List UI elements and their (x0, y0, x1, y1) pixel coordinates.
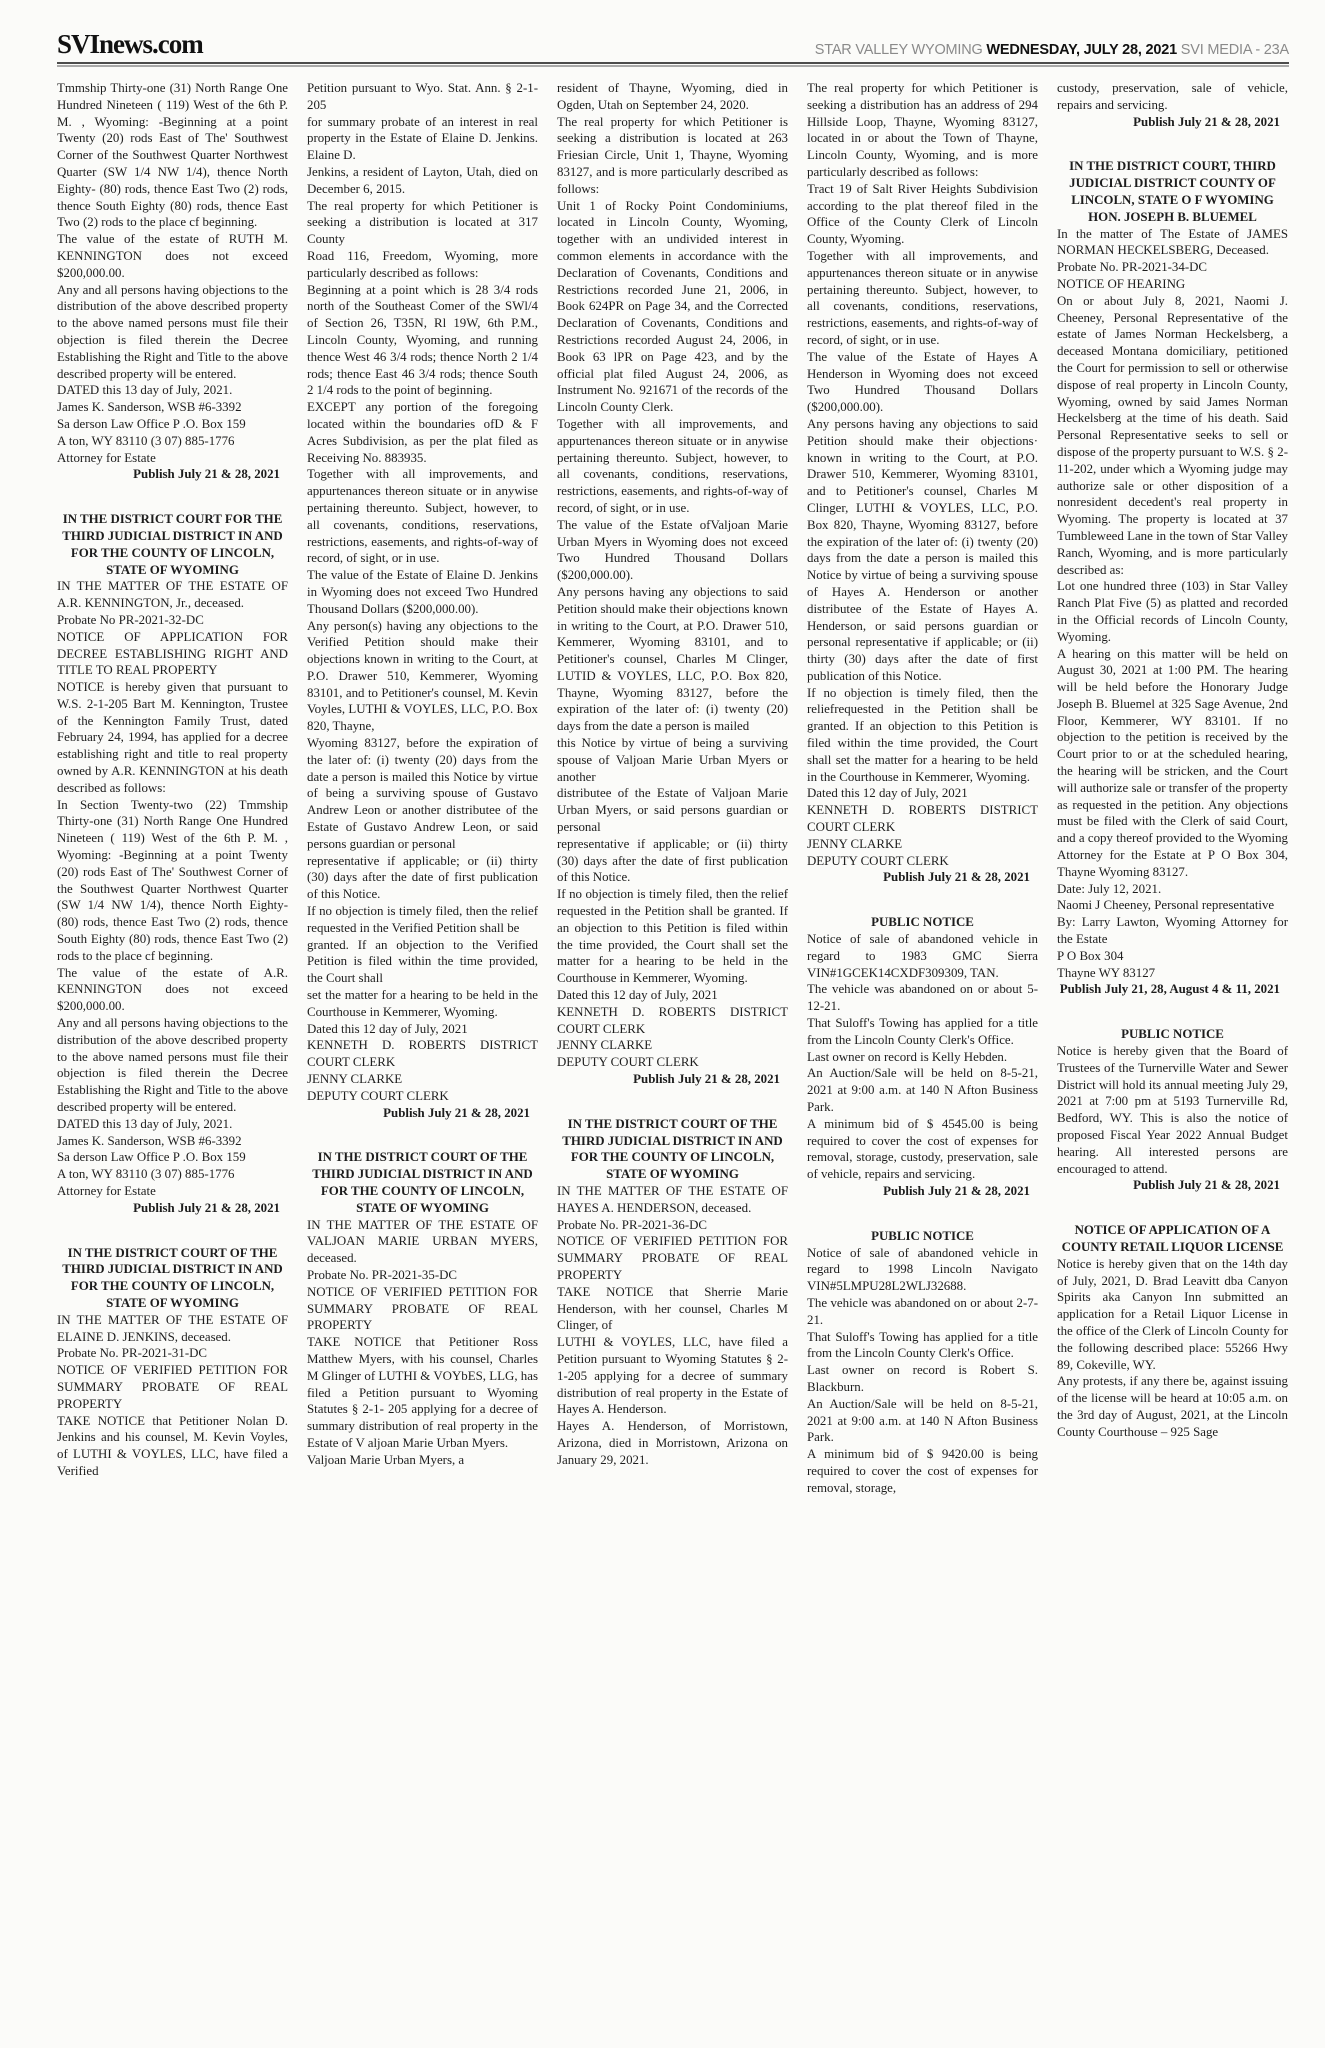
notice-paragraph: Road 116, Freedom, Wyoming, more particularly described as follows: (307, 248, 538, 280)
notice-paragraph: Valjoan Marie Urban Myers, a (307, 1452, 465, 1467)
notice-paragraph: TAKE NOTICE that Petitioner Nolan D. Jenkins and his counsel, M. Kevin Voyles, of LUTHI & VOYLES, LLC, have filed a Verified (57, 1413, 288, 1478)
notice-paragraph: A ton, WY 83110 (3 07) 885-1776 (57, 1167, 235, 1182)
notice-paragraph: Naomi J Cheeney, Personal representative (1057, 898, 1275, 913)
notice-paragraph: Last owner on record is Kelly Hebden. (807, 1049, 1008, 1064)
notice-paragraph: The value of the Estate ofValjoan Marie Urban Myers in Wyoming does not exceed Two Hundred Thousand Dollars ($200,000.00). (557, 517, 788, 583)
notice-paragraph: Any persons having any objections to said Petition should make their objections· known in writing to the Court, at P.O. Drawer 510, Kemmerer, Wyoming 83101, and to Petitioner's counsel, Charles M Clinger, LUTHI & VOYLES, LLC, P.O. Box 820, Thayne, Wyoming 83127, before the expiration of the later of: (i) twenty (20) days from the date a person is mailed this Notice by virtue of being a surviving spouse of Hayes A. Henderson or another distributee of the Estate of Hayes A. Henderson, or said persons guardian or personal representative if applicable; or (ii) thirty (30) days after the date of first publication of this Notice. (807, 416, 1038, 683)
masthead-date: WEDNESDAY, JULY 28, 2021 (986, 42, 1177, 58)
notice-paragraph: Beginning at a point which is 28 3/4 rods north of the Southeast Comer of the SWl/4 of Section 26, T35N, Rl 19W, 6th P.M., Lincoln County, Wyoming, and running thence West 46 3/4 rods; thence North 2 1/4 rods; thence East 46 3/4 rods; thence South 2 1/4 rods to the point of beginning. (307, 282, 538, 398)
notice-paragraph: EXCEPT any portion of the foregoing located within the boundaries ofD & F Acres Subdivision, as per the plat filed as Receiving No. 883935. (307, 400, 538, 465)
notice-paragraph: for summary probate of an interest in real property in the Estate of Elaine D. Jenkins. Elaine D. (307, 114, 538, 163)
notice-paragraph: distributee of the Estate of Valjoan Marie Urban Myers, or said persons guardian or personal (557, 786, 788, 835)
notice-paragraph: Sa derson Law Office P .O. Box 159 (57, 1150, 246, 1165)
publish-line: Publish July 21 & 28, 2021 (133, 467, 280, 482)
notice-paragraph: NOTICE OF VERIFIED PETITION FOR SUMMARY PROBATE OF REAL PROPERTY (307, 1284, 538, 1333)
notice-paragraph: DEPUTY COURT CLERK (307, 1088, 449, 1103)
notice-paragraph: That Suloff's Towing has applied for a title from the Lincoln County Clerk's Office. (807, 1329, 1038, 1361)
notice-paragraph: An Auction/Sale will be held on 8-5-21, 2021 at 9:00 a.m. at 140 N Afton Business Park. (807, 1066, 1038, 1115)
publish-line: Publish July 21 & 28, 2021 (633, 1072, 780, 1087)
notice-paragraph: In Section Twenty-two (22) Tmmship Thirty-one (31) North Range One Hundred Nineteen ( 119) West of the 6th P. M. , Wyoming: -Beginning at a point Twenty (20) rods East of The' Southwest Corner of the Southwest Quarter Northwest Quarter (SW 1/4 NW 1/4), thence North Eighty- (80) rods, thence East Two (2) rods, thence South Eighty (80) rods, thence East Two (2) rods to the place cf beginning. (57, 797, 288, 963)
column-2 (307, 80, 538, 2030)
masthead-logo: SVInews.com (57, 29, 203, 59)
notice-paragraph: Together with all improvements, and appurtenances thereon situate or in anywise pertaining thereunto. Subject, however, to all covenants, conditions, reservations, restrictions, easements, and rights-of-way of record, of sight, or in use. (307, 467, 538, 566)
notice-paragraph: Notice is hereby given that the Board of Trustees of the Turnerville Water and Sewer District will hold its annual meeting July 29, 2021 at 7:00 pm at 5193 Turnerville Rd, Bedford, WY. This is also the notice of proposed Fiscal Year 2022 Annual Budget hearing. All interested persons are encouraged to attend. (1057, 1044, 1288, 1176)
notice-paragraph: If no objection is timely filed, then the relief requested in the Petition shall be granted. If an objection to this Petition is filed within the time provided, the Court shall set the matter for a hearing to be held in the Courthouse in Kemmerer, Wyoming. (557, 887, 788, 986)
notice-paragraph: DATED this 13 day of July, 2021. (57, 383, 233, 398)
notice-paragraph: NOTICE OF VERIFIED PETITION FOR SUMMARY PROBATE OF REAL PROPERTY (557, 1234, 788, 1282)
notice-paragraph: NOTICE is hereby given that pursuant to W.S. 2-1-205 Bart M. Kennington, Trustee of the Kennington Family Trust, dated February 24, 1994, has applied for a decree establishing right and title to real property owned by A.R. KENNINGTON at his death described as follows: (57, 680, 288, 795)
notice-paragraph: The real property for which Petitioner is seeking a distribution is located at 317 County (307, 198, 538, 247)
notice-paragraph: DATED this 13 day of July, 2021. (57, 1116, 233, 1131)
notice-paragraph: Sa derson Law Office P .O. Box 159 (57, 416, 246, 431)
notice-heading: NOTICE OF APPLICATION OF A COUNTY RETAIL LIQUOR LICENSE (1061, 1223, 1284, 1254)
notice-paragraph: A minimum bid of $ 4545.00 is being required to cover the cost of expenses for removal, storage, custody, preservation, sale of vehicle, repairs and servicing. (807, 1116, 1038, 1182)
notice-paragraph: Any and all persons having objections to the distribution of the above described property to the above named persons must file their objection is filed therein the Decree Establishing the Right and Title to the above described property will be entered. (57, 282, 288, 381)
legal-notices-columns (57, 80, 1288, 2030)
notice-paragraph: Probate No. PR-2021-34-DC (1057, 260, 1208, 275)
notice-paragraph: The vehicle was abandoned on or about 5-12-21. (807, 982, 1038, 1014)
notice-paragraph: Dated this 12 day of July, 2021 (307, 1021, 468, 1036)
header-rule (57, 62, 1289, 67)
notice-paragraph: Lot one hundred three (103) in Star Valley Ranch Plat Five (5) as platted and recorded in the Official records of Lincoln County, Wyoming. (1057, 579, 1288, 644)
notice-paragraph: custody, preservation, sale of vehicle, repairs and servicing. (1057, 81, 1288, 112)
notice-paragraph: By: Larry Lawton, Wyoming Attorney for the Estate (1057, 915, 1288, 947)
notice-paragraph: Dated this 12 day of July, 2021 (557, 988, 718, 1003)
notice-heading: IN THE DISTRICT COURT OF THE THIRD JUDICIAL DISTRICT IN AND FOR THE COUNTY OF LINCOLN, STATE OF WYOMING (562, 1116, 783, 1182)
notice-paragraph: James K. Sanderson, WSB #6-3392 (57, 400, 242, 415)
notice-paragraph: this Notice by virtue of being a surviving spouse of Valjoan Marie Urban Myers or another (557, 736, 788, 784)
publish-line: Publish July 21, 28, August 4 & 11, 2021 (1059, 982, 1280, 997)
notice-paragraph: Notice is hereby given that on the 14th day of July, 2021, D. Brad Leavitt dba Canyon Spirits aka Canyon Inn submitted an application for a Retail Liquor License in the office of the Clerk of Lincoln County for the following described place: 55266 Hwy 89, Cokeville, WY. (1057, 1256, 1288, 1372)
masthead-media-page: SVI MEDIA - 23A (1176, 42, 1289, 58)
notice-paragraph: NOTICE OF VERIFIED PETITION FOR SUMMARY PROBATE OF REAL PROPERTY (57, 1363, 288, 1411)
notice-paragraph: The value of the estate of A.R. KENNINGTON does not exceed $200,000.00. (57, 965, 288, 1014)
notice-paragraph: IN THE MATTER OF THE ESTATE OF VALJOAN MARIE URBAN MYERS, deceased. (307, 1217, 538, 1266)
notice-paragraph: Together with all improvements, and appurtenances thereon situate or in anywise pertaining thereunto. Subject, however, to all covenants, conditions, reservations, restrictions, easements, and rights-of-way of record, of sight, or in use. (807, 248, 1038, 347)
notice-paragraph: LUTHI & VOYLES, LLC, have filed a Petition pursuant to Wyoming Statutes § 2-1-205 applying for a decree of summary distribution of real property in the Estate of Hayes A. Henderson. (557, 1335, 788, 1417)
notice-paragraph: If no objection is timely filed, then the reliefrequested in the Petition shall be granted. If an objection to this Petition is filed within the time provided, the Court shall set the matter for a hearing to be held in the Courthouse in Kemmerer, Wyoming. (807, 685, 1038, 784)
notice-paragraph: Petition pursuant to Wyo. Stat. Ann. § 2-1-205 (307, 81, 538, 112)
notice-paragraph: JENNY CLARKE (807, 836, 903, 851)
notice-paragraph: DEPUTY COURT CLERK (557, 1055, 699, 1070)
header-rule-light (57, 65, 1289, 67)
notice-paragraph: The real property for which Petitioner is seeking a distribution is located at 263 Friesian Circle, Unit 1, Thayne, Wyoming 83127, and is more particularly described as follows: (557, 114, 788, 196)
notice-paragraph: JENNY CLARKE (307, 1072, 403, 1087)
notice-paragraph: A minimum bid of $ 9420.00 is being required to cover the cost of expenses for removal, storage, (807, 1447, 1038, 1495)
masthead (57, 29, 1289, 60)
notice-paragraph: IN THE MATTER OF THE ESTATE OF A.R. KENNINGTON, Jr., deceased. (57, 579, 288, 611)
notice-paragraph: granted. If an objection to the Verified Petition is filed within the time provided, the Court shall (307, 937, 538, 986)
notice-paragraph: The real property for which Petitioner is seeking a distribution has an address of 294 Hillside Loop, Thayne, Wyoming 83127, located in or about the Town of Thayne, Lincoln County, Wyoming, and is more particularly described as follows: (807, 81, 1038, 179)
notice-paragraph: The value of the estate of RUTH M. KENNINGTON does not exceed $200,000.00. (57, 232, 288, 280)
header-rule-dark (57, 62, 1289, 64)
notice-paragraph: NOTICE OF APPLICATION FOR DECREE ESTABLISHING RIGHT AND TITLE TO REAL PROPERTY (57, 629, 288, 678)
notice-heading: IN THE DISTRICT COURT, THIRD JUDICIAL DISTRICT COUNTY OF LINCOLN, STATE O F WYOMING (1069, 159, 1276, 207)
notice-paragraph: KENNETH D. ROBERTS DISTRICT COURT CLERK (557, 1004, 788, 1036)
notice-paragraph: Jenkins, a resident of Layton, Utah, died on December 6, 2015. (307, 164, 538, 196)
notice-paragraph: A ton, WY 83110 (3 07) 885-1776 (57, 433, 235, 448)
notice-paragraph: Probate No. PR-2021-35-DC (307, 1267, 458, 1282)
notice-paragraph: If no objection is timely filed, then the relief requested in the Verified Petition shall be (307, 904, 538, 935)
notice-paragraph: An Auction/Sale will be held on 8-5-21, 2021 at 9:00 a.m. at 140 N Afton Business Park. (807, 1396, 1038, 1445)
notice-paragraph: Last owner on record is Robert S. Blackburn. (807, 1363, 1038, 1394)
notice-heading: IN THE DISTRICT COURT OF THE THIRD JUDICIAL DISTRICT IN AND FOR THE COUNTY OF LINCOLN, STATE OF WYOMING (62, 1245, 283, 1310)
notice-paragraph: On or about July 8, 2021, Naomi J. Cheeney, Personal Representative of the estate of James Norman Heckelsberg, a deceased Montana domiciliary, petitioned the Court for permission to sell or otherwise dispose of real property in Lincoln County, Wyoming, owned by said James Norman Heckelsberg at the time of his death. Said Personal Representative seeks to sell or dispose of the property pursuant to W.S. § 2-11-202, under which a Wyoming judge may authorize sale or other disposition of a nonresident decedent's real property in Wyoming. The property is located at 37 Tumbleweed Lane in the town of Star Valley Ranch, Wyoming, and is more particularly described as: (1057, 293, 1288, 577)
notice-paragraph: Probate No. PR-2021-31-DC (57, 1346, 208, 1361)
notice-paragraph: representative if applicable; or (ii) thirty (30) days after the date of first publication of this Notice. (557, 836, 788, 885)
notice-paragraph: Thayne WY 83127 (1057, 965, 1156, 980)
notice-paragraph: representative if applicable; or (ii) thirty (30) days after the date of first publication of this Notice. (307, 853, 538, 902)
notice-paragraph: set the matter for a hearing to be held in the Courthouse in Kemmerer, Wyoming. (307, 988, 538, 1019)
notice-paragraph: Attorney for Estate (57, 1184, 156, 1198)
notice-paragraph: Any person(s) having any objections to the Verified Petition should make their objections known in writing to the Court, at P.O. Drawer 510, Kemmerer, Wyoming 83101, and to Petitioner's counsel, M. Kevin Voyles, LUTHI & VOYLES, LLC, P.O. Box 820, Thayne, (307, 618, 538, 734)
notice-paragraph: resident of Thayne, Wyoming, died in Ogden, Utah on September 24, 2020. (557, 81, 788, 112)
publish-line: Publish July 21 & 28, 2021 (1133, 114, 1280, 129)
notice-paragraph: Any persons having any objections to said Petition should make their objections known in writing to the Court, at P.O. Drawer 510, Kemmerer, Wyoming 83101, and to Petitioner's counsel, Charles M Clinger, LUTID & VOYLES, LLC, P.O. Box 820, Thayne, Wyoming 83127, before the expiration of the later of: (i) twenty (20) days from the date a person is mailed (557, 584, 788, 734)
notice-paragraph: KENNETH D. ROBERTS DISTRICT COURT CLERK (807, 803, 1038, 835)
notice-heading: IN THE DISTRICT COURT OF THE THIRD JUDICIAL DISTRICT IN AND FOR THE COUNTY OF LINCOLN, STATE OF WYOMING (312, 1150, 533, 1215)
notice-paragraph: Tmmship Thirty-one (31) North Range One Hundred Nineteen ( 119) West of the 6th P. M. , Wyoming: -Beginning at a point Twenty (20) rods East of The' Southwest Corner of the Southwest Quarter Northwest Quarter (SW 1/4 NW 1/4), thence North Eighty- (80) rods, thence East Two (2) rods, thence South Eighty (80) rods, thence East Two (2) rods to the place cf beginning. (57, 81, 288, 230)
column-5 (1057, 80, 1288, 2030)
notice-paragraph: TAKE NOTICE that Petitioner Ross Matthew Myers, with his counsel, Charles M Glinger of LUTHI & VOYbES, LLG, has filed a Petition pursuant to Wyoming Statutes § 2-1- 205 applying for a decree of summary distribution of real property in the Estate of V aljoan Marie Urban Myers. (307, 1335, 538, 1450)
notice-paragraph: The value of the Estate of Elaine D. Jenkins in Wyoming does not exceed Two Hundred Thousand Dollars ($200,000.00). (307, 568, 538, 616)
notice-heading: PUBLIC NOTICE (871, 1228, 974, 1243)
notice-paragraph: KENNETH D. ROBERTS DISTRICT COURT CLERK (307, 1038, 538, 1070)
notice-paragraph: Any protests, if any there be, against issuing of the license will be heard at 10:05 a.m. on the 3rd day of August, 2021, at the Lincoln County Courthouse – 925 Sage (1057, 1374, 1288, 1439)
notice-paragraph: JENNY CLARKE (557, 1038, 653, 1053)
notice-paragraph: A hearing on this matter will be held on August 30, 2021 at 1:00 PM. The hearing will be held before the Honorary Judge Joseph B. Bluemel at 325 Sage Avenue, 2nd Floor, Kemmerer, WY 83101. If no objection to the petition is received by the Court prior to or at the scheduled hearing, the hearing will be stricken, and the Court will authorize sale or transfer of the property as requested in the petition. Any objections must be filed with the Clerk of said Court, and a copy thereof provided to the Wyoming Attorney for the Estate at P O Box 304, Thayne Wyoming 83127. (1057, 646, 1288, 879)
notice-paragraph: P O Box 304 (1057, 948, 1124, 963)
column-1 (57, 80, 288, 2030)
notice-paragraph: DEPUTY COURT CLERK (807, 853, 949, 868)
publish-line: Publish July 21 & 28, 2021 (883, 870, 1030, 885)
publish-line: Publish July 21 & 28, 2021 (883, 1184, 1030, 1198)
notice-paragraph: Wyoming 83127, before the expiration of the later of: (i) twenty (20) days from the date a person is mailed this Notice by virtue of being a surviving spouse of Gustavo Andrew Leon or another distributee of the Estate of Gustavo Andrew Leon, or said persons guardian or personal (307, 736, 538, 851)
notice-paragraph: James K. Sanderson, WSB #6-3392 (57, 1133, 242, 1148)
notice-paragraph: Probate No PR-2021-32-DC (57, 612, 204, 627)
notice-heading: PUBLIC NOTICE (871, 915, 974, 930)
notice-paragraph: Together with all improvements, and appurtenances thereon situate or in anywise pertaining thereunto. Subject, however, to all covenants, conditions, reservations, restrictions, easements, and rights-of-way of record, of sight, or in use. (557, 416, 788, 515)
notice-paragraph: Notice of sale of abandoned vehicle in regard to 1998 Lincoln Navigato VIN#5LMPU28L2WLJ32688. (807, 1245, 1038, 1294)
notice-paragraph: Date: July 12, 2021. (1057, 881, 1162, 896)
column-4 (807, 80, 1038, 2030)
notice-paragraph: Any and all persons having objections to the distribution of the above described property to the above named persons must file their objection is filed therein the Decree Establishing the Right and Title to the above described property will be entered. (57, 1016, 288, 1115)
notice-paragraph: Dated this 12 day of July, 2021 (807, 786, 968, 801)
notice-paragraph: Attorney for Estate (57, 450, 156, 465)
notice-paragraph: Notice of sale of abandoned vehicle in regard to 1983 GMC Sierra VIN#1GCEK14CXDF309309, TAN. (807, 932, 1038, 980)
publish-line: Publish July 21 & 28, 2021 (133, 1200, 280, 1215)
masthead-dateline (815, 42, 1289, 58)
publish-line: Publish July 21 & 28, 2021 (383, 1105, 530, 1120)
notice-paragraph: Probate No. PR-2021-36-DC (557, 1217, 708, 1232)
notice-paragraph: Tract 19 of Salt River Heights Subdivision according to the plat thereof filed in the Office of the County Clerk of Lincoln County, Wyoming. (807, 181, 1038, 247)
notice-paragraph: IN THE MATTER OF THE ESTATE OF HAYES A. HENDERSON, deceased. (557, 1184, 788, 1215)
notice-paragraph: TAKE NOTICE that Sherrie Marie Henderson, with her counsel, Charles M Clinger, of (557, 1284, 788, 1333)
notice-paragraph: The vehicle was abandoned on or about 2-7-21. (807, 1295, 1038, 1327)
notice-paragraph: That Suloff's Towing has applied for a title from the Lincoln County Clerk's Office. (807, 1016, 1038, 1047)
notice-paragraph: NOTICE OF HEARING (1057, 276, 1186, 291)
notice-heading: PUBLIC NOTICE (1121, 1027, 1224, 1042)
column-3 (557, 80, 788, 2030)
notice-paragraph: Hayes A. Henderson, of Morristown, Arizona, died in Morristown, Arizona on January 29, 2021. (557, 1419, 788, 1467)
notice-paragraph: In the matter of The Estate of JAMES NORMAN HECKELSBERG, Deceased. (1057, 226, 1288, 258)
notice-paragraph: IN THE MATTER OF THE ESTATE OF ELAINE D. JENKINS, deceased. (57, 1312, 288, 1344)
publish-line: Publish July 21 & 28, 2021 (1133, 1178, 1280, 1193)
notice-paragraph: Unit 1 of Rocky Point Condominiums, located in Lincoln County, Wyoming, together with an undivided interest in common elements in accordance with the Declaration of Covenants, Conditions and Restrictions recorded June 21, 2006, in Book 624PR on Page 34, and the Corrected Declaration of Covenants, Conditions and Restrictions recorded August 24, 2006, in Book 63 lPR on Page 423, and by the official plat filed August 24, 2006, as Instrument No. 921671 of the records of the Lincoln County Clerk. (557, 198, 788, 415)
notice-heading: IN THE DISTRICT COURT FOR THE THIRD JUDICIAL DISTRICT IN AND FOR THE COUNTY OF LINCOLN, STATE OF WYOMING (62, 512, 283, 577)
masthead-location: STAR VALLEY WYOMING (814, 42, 987, 58)
notice-paragraph: The value of the Estate of Hayes A Henderson in Wyoming does not exceed Two Hundred Thousand Dollars ($200,000.00). (807, 349, 1038, 415)
notice-heading: HON. JOSEPH B. BLUEMEL (1088, 209, 1257, 224)
